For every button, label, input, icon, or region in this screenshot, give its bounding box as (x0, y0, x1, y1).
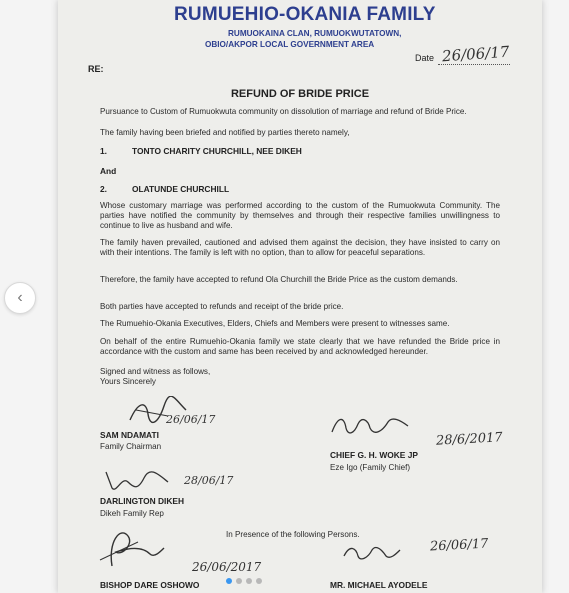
address-line-2: OBIO/AKPOR LOCAL GOVERNMENT AREA (205, 40, 375, 49)
signatory-2-name: CHIEF G. H. WOKE JP (330, 450, 418, 460)
carousel-dot[interactable] (256, 578, 262, 584)
signature-date-2: 28/6/2017 (435, 430, 504, 449)
item-1-number: 1. (100, 146, 107, 156)
item-2-party: OLATUNDE CHURCHILL (132, 184, 230, 194)
address-line-1: RUMUOKAINA CLAN, RUMUOKWUTATOWN, (228, 29, 402, 38)
signatory-3-name: DARLINGTON DIKEH (100, 496, 185, 506)
signatory-3-role: Dikeh Family Rep (100, 509, 164, 518)
signatory-5-name: MR. MICHAEL AYODELE (330, 580, 428, 590)
closing: Yours Sincerely (100, 377, 156, 386)
date-value: 26/06/17 (441, 42, 510, 66)
signature-michael-ayodele (342, 540, 402, 564)
signatory-2-role: Eze Igo (Family Chief) (330, 463, 411, 472)
paragraph-4: The family haven prevailed, cautioned and advised them against the decision, they have insisted to carry on with their intentions. The family is left with no option, than to allow for peaceful separations. (100, 238, 500, 257)
item-2-number: 2. (100, 184, 107, 194)
presence-note: In Presence of the following Persons. (226, 530, 360, 539)
document-heading: REFUND OF BRIDE PRICE (230, 88, 370, 100)
signatory-1-role: Family Chairman (100, 442, 162, 451)
document-page (58, 0, 542, 593)
signature-darlington-dikeh (102, 466, 172, 494)
date-label: Date (415, 53, 435, 63)
signature-date-5: 26/06/17 (429, 536, 489, 555)
previous-button[interactable] (4, 282, 36, 314)
signatory-1-name: SAM NDAMATI (100, 430, 159, 440)
paragraph-2: The family having been briefed and notified by parties thereto namely, (100, 128, 350, 137)
carousel-dot[interactable] (236, 578, 242, 584)
paragraph-3: Whose customary marriage was performed according to the custom of the Rumuokwuta Community. The parties have notified the community by themselves and through their respective families unwillingness to continue to live as husband and wife. (100, 201, 500, 230)
date-underline (438, 64, 510, 65)
paragraph-6: Both parties have accepted to refunds and receipt of the bride price. (100, 302, 344, 311)
signature-date-3: 28/06/17 (184, 474, 234, 487)
paragraph-9: Signed and witness as follows, (100, 367, 211, 376)
carousel-dot[interactable] (226, 578, 232, 584)
item-1-party: TONTO CHARITY CHURCHILL, NEE DIKEH (132, 146, 302, 156)
signature-chief-woke (330, 412, 410, 440)
signature-bishop-oshowo (98, 522, 168, 572)
re-label: RE: (88, 64, 104, 74)
signature-date-1: 26/06/17 (166, 413, 216, 426)
letterhead-title: RUMUEHIO-OKANIA FAMILY (174, 4, 436, 25)
signatory-4-name: BISHOP DARE OSHOWO (100, 580, 200, 590)
and-label: And (100, 166, 117, 176)
paragraph-8: On behalf of the entire Rumuehio-Okania family we state clearly that we have refunded the Bride price in accordance with the custom and same has been received by and acknowledged hereunder. (100, 337, 500, 356)
paragraph-5: Therefore, the family have accepted to refund Ola Churchill the Bride Price as the custom demands. (100, 275, 458, 284)
paragraph-1: Pursuance to Custom of Rumuokwuta community on dissolution of marriage and refund of Bride Price. (100, 107, 467, 116)
signature-date-4: 26/06/2017 (192, 560, 262, 574)
chevron-left-icon: ‹ (17, 289, 23, 306)
carousel-indicator (226, 578, 262, 584)
paragraph-7: The Rumuehio-Okania Executives, Elders, Chiefs and Members were present to witnesses same. (100, 319, 450, 328)
carousel-dot[interactable] (246, 578, 252, 584)
